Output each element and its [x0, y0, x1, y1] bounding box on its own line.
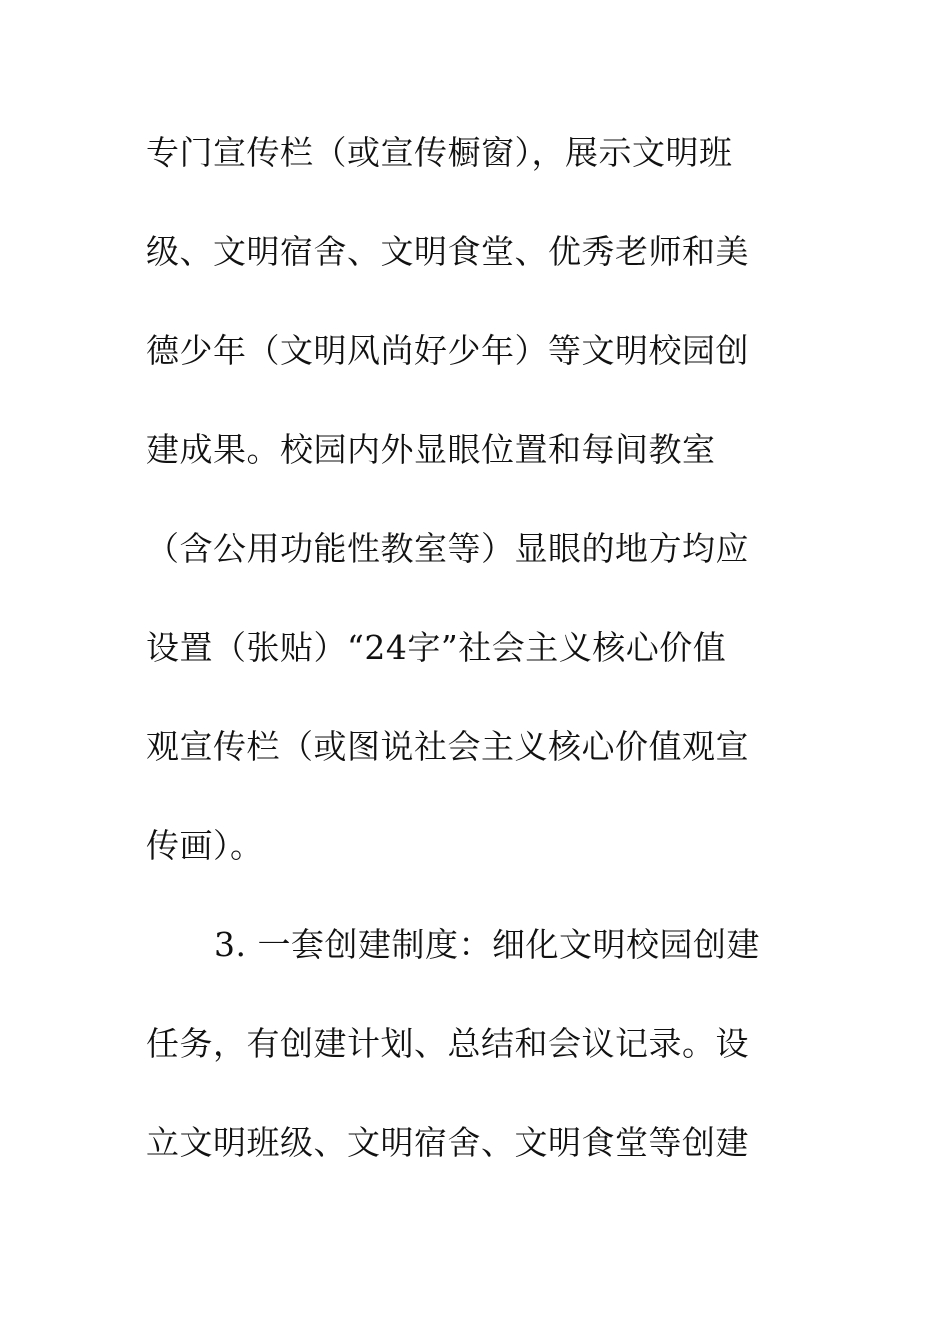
paragraph-line-1: 专门宣传栏（或宣传橱窗），展示文明班 — [146, 133, 733, 172]
paragraph-line-5: （含公用功能性教室等）显眼的地方均应 — [146, 529, 749, 568]
paragraph-line-10: 任务，有创建计划、总结和会议记录。设 — [146, 1024, 749, 1063]
paragraph-line-3: 德少年（文明风尚好少年）等文明校园创 — [146, 331, 749, 370]
paragraph-line-6: 设置（张贴）“24字”社会主义核心价值 — [146, 628, 727, 667]
paragraph-line-4: 建成果。校园内外显眼位置和每间教室 — [146, 430, 716, 469]
paragraph-line-8: 传画）。 — [146, 826, 264, 865]
paragraph-line-7: 观宣传栏（或图说社会主义核心价值观宣 — [146, 727, 749, 766]
paragraph-line-11: 立文明班级、文明宿舍、文明食堂等创建 — [146, 1123, 749, 1162]
paragraph-line-2: 级、文明宿舍、文明食堂、优秀老师和美 — [146, 232, 749, 271]
paragraph-line-9: 3. 一套创建制度：细化文明校园创建 — [214, 925, 760, 964]
